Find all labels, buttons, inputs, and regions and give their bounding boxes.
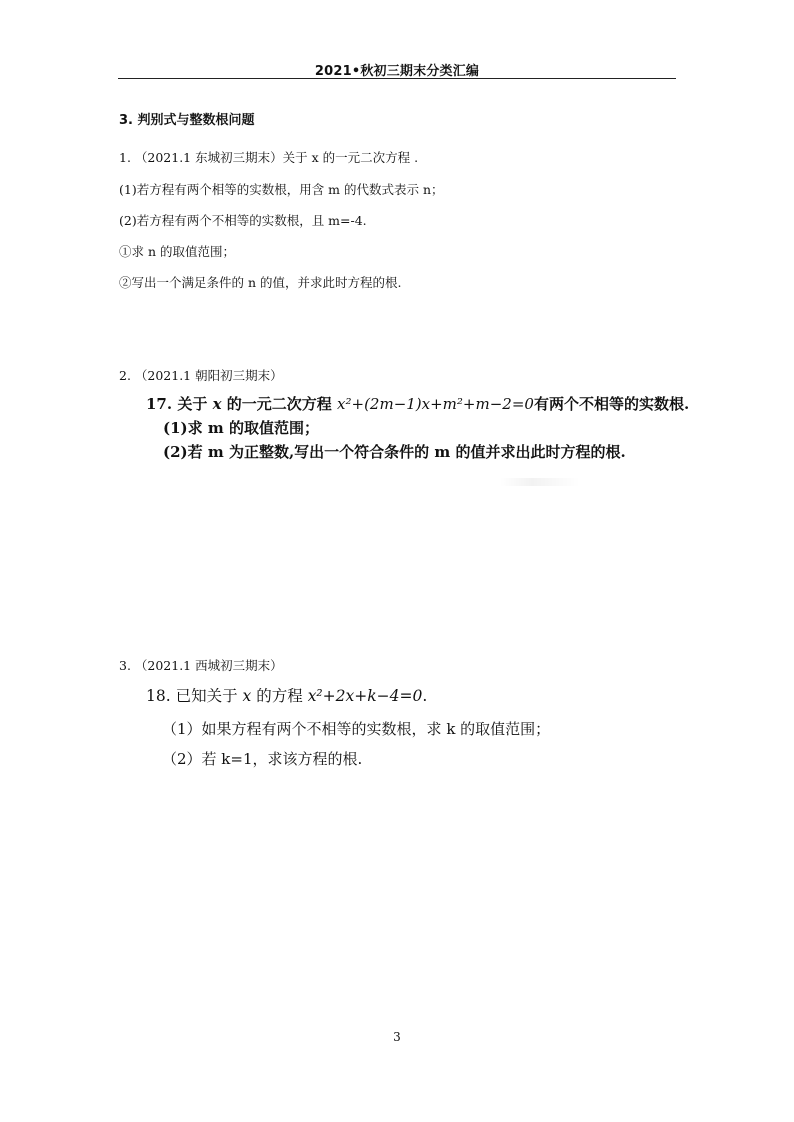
q2-part1: (1)求 m 的取值范围； — [163, 419, 319, 437]
header-divider — [118, 78, 676, 79]
q3-part1: （1）如果方程有两个不相等的实数根，求 k 的取值范围； — [162, 720, 551, 738]
q2-problem-stem — [146, 393, 689, 414]
q1-sub2: ②写出一个满足条件的 n 的值，并求此时方程的根. — [119, 275, 402, 290]
q2-source: 2. （2021.1 朝阳初三期末） — [119, 368, 283, 383]
q3-problem-stem — [146, 684, 427, 706]
q3-number: 18. — [146, 687, 171, 705]
q2-part2: (2)若 m 为正整数,写出一个符合条件的 m 的值并求出此时方程的根. — [163, 443, 626, 461]
q3-stem-mid: 的方程 — [256, 687, 303, 705]
q2-stem-post: 有两个不相等的实数根. — [533, 395, 690, 413]
q3-stem-post: . — [422, 687, 428, 705]
q3-equation: x²+2x+k−4=0 — [307, 687, 423, 705]
page-header-title: 2021•秋初三期末分类汇编 — [314, 64, 480, 79]
page-number: 3 — [393, 1030, 401, 1044]
q2-stem-pre: 关于 — [177, 395, 208, 413]
q2-equation: x²+(2m−1)x+m²+m−2=0 — [337, 395, 534, 413]
q3-source: 3. （2021.1 西城初三期末） — [119, 658, 283, 673]
q3-stem-pre: 已知关于 — [175, 687, 238, 705]
q2-number: 17. — [146, 395, 173, 413]
q3-part2: （2）若 k=1，求该方程的根. — [162, 750, 363, 768]
q1-part2: (2)若方程有两个不相等的实数根，且 m=-4. — [119, 213, 367, 228]
q1-sub1: ①求 n 的取值范围； — [119, 244, 235, 259]
q2-stem-mid: 的一元二次方程 — [226, 395, 332, 413]
q1-part1: (1)若方程有两个相等的实数根，用含 m 的代数式表示 n； — [119, 182, 444, 197]
scan-artifact — [500, 478, 580, 486]
q2-var-x: x — [212, 395, 222, 413]
section-title: 3. 判别式与整数根问题 — [119, 113, 255, 128]
q3-var-x: x — [242, 687, 252, 705]
q1-source: 1. （2021.1 东城初三期末）关于 x 的一元二次方程 . — [119, 150, 419, 165]
